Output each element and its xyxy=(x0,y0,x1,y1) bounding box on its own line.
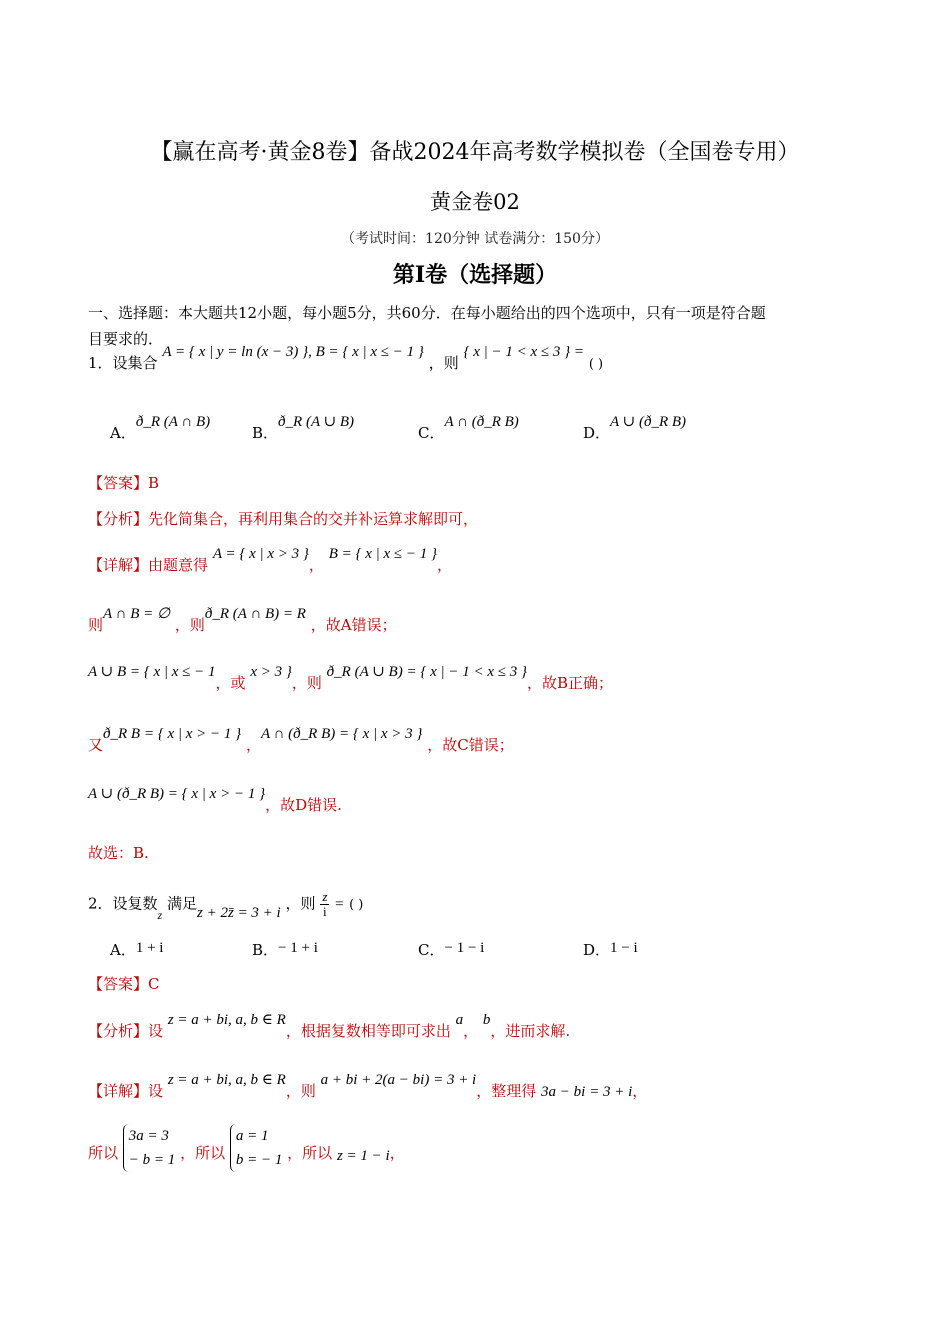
q1-expr-math: { x | − 1 < x ≤ 3 } = xyxy=(463,344,585,360)
question-1-stem xyxy=(88,344,604,373)
question-2-stem: 2．设复数$_z$ 满足z + 2z̄ = 3 + i ，则 $\frac{z}{i}$ = ( ) xyxy=(88,889,364,922)
q2-analysis: 【分析】设 z = a + bi, a, b ∈ R，根据复数相等即可求出 a， b，进而求解. xyxy=(88,1012,571,1040)
q1-analysis: 【分析】先化简集合，再利用集合的交并补运算求解即可， xyxy=(88,510,479,528)
q2-option-c[interactable]: C．− 1 − i xyxy=(418,940,485,959)
exam-title: 【赢在高考·黄金8卷】备战2024年高考数学模拟卷（全国卷专用） xyxy=(150,140,800,165)
q1-detail-line-5: A ∪ (ð_R B) = { x | x > − 1 }，故D错误. xyxy=(88,786,342,814)
q1-detail-line-4: 又ð_R B = { x | x > − 1 } ，A ∩ (ð_R B) = { x | x > 3 } ，故C错误； xyxy=(88,726,514,754)
q1-option-a[interactable]: A．ð_R (A ∩ B) xyxy=(110,414,211,442)
q1-answer-paren: ( ) xyxy=(588,357,604,372)
q1-then: ，则 xyxy=(428,354,459,372)
q2-system-2: a = 1 b = − 1 xyxy=(230,1124,283,1172)
q2-detail-line-2: 所以 3a = 3 − b = 1 ，所以 a = 1 b = − 1 ，所以 z = 1 − i， xyxy=(88,1124,405,1172)
q1-detail-line-3: A ∪ B = { x | x ≤ − 1，或 x > 3 }，则 ð_R (A ∪ B) = { x | − 1 < x ≤ 3 }，故B正确； xyxy=(88,664,614,692)
q2-option-a[interactable]: A．1 + i xyxy=(110,940,164,959)
q2-system-1: 3a = 3 − b = 1 xyxy=(123,1124,176,1172)
exam-time-info: （考试时间：120分钟 试卷满分：150分） xyxy=(341,231,609,247)
q1-detail-line-1: 【详解】由题意得 A = { x | x > 3 }， B = { x | x ≤ − 1 }， xyxy=(88,546,453,574)
section-heading: 第I卷（选择题） xyxy=(392,262,558,288)
q1-sets-math: A = { x | y = ln (x − 3) }, B = { x | x ≤ − 1 } xyxy=(162,344,424,360)
q1-detail-line-2: 则A ∩ B = ∅ ，则ð_R (A ∩ B) = R ，故A错误； xyxy=(88,606,397,634)
q1-option-c[interactable]: C．A ∩ (ð_R B) xyxy=(418,414,519,442)
q2-fraction: $\frac{z}{i}$ xyxy=(322,889,328,919)
q1-choose: 故选：B. xyxy=(88,844,149,862)
q2-detail-line-1: 【详解】设 z = a + bi, a, b ∈ R，则 a + bi + 2(a − bi) = 3 + i，整理得 3a − bi = 3 + i， xyxy=(88,1072,648,1100)
q1-option-b[interactable]: B．ð_R (A ∪ B) xyxy=(252,414,355,442)
q1-option-d[interactable]: D．A ∪ (ð_R B) xyxy=(583,414,687,442)
exam-subtitle: 黄金卷02 xyxy=(430,190,520,214)
q2-option-b[interactable]: B．− 1 + i xyxy=(252,940,318,959)
q1-answer: 【答案】B xyxy=(88,474,160,492)
instructions-line-1: 一、选择题：本大题共12小题，每小题5分，共60分．在每小题给出的四个选项中，只有一项是符合题 xyxy=(88,304,766,322)
q2-option-d[interactable]: D．1 − i xyxy=(583,940,638,959)
q1-number: 1．设集合 xyxy=(88,354,158,372)
q2-answer: 【答案】C xyxy=(88,975,160,993)
instructions-line-2: 目要求的． xyxy=(88,330,164,348)
